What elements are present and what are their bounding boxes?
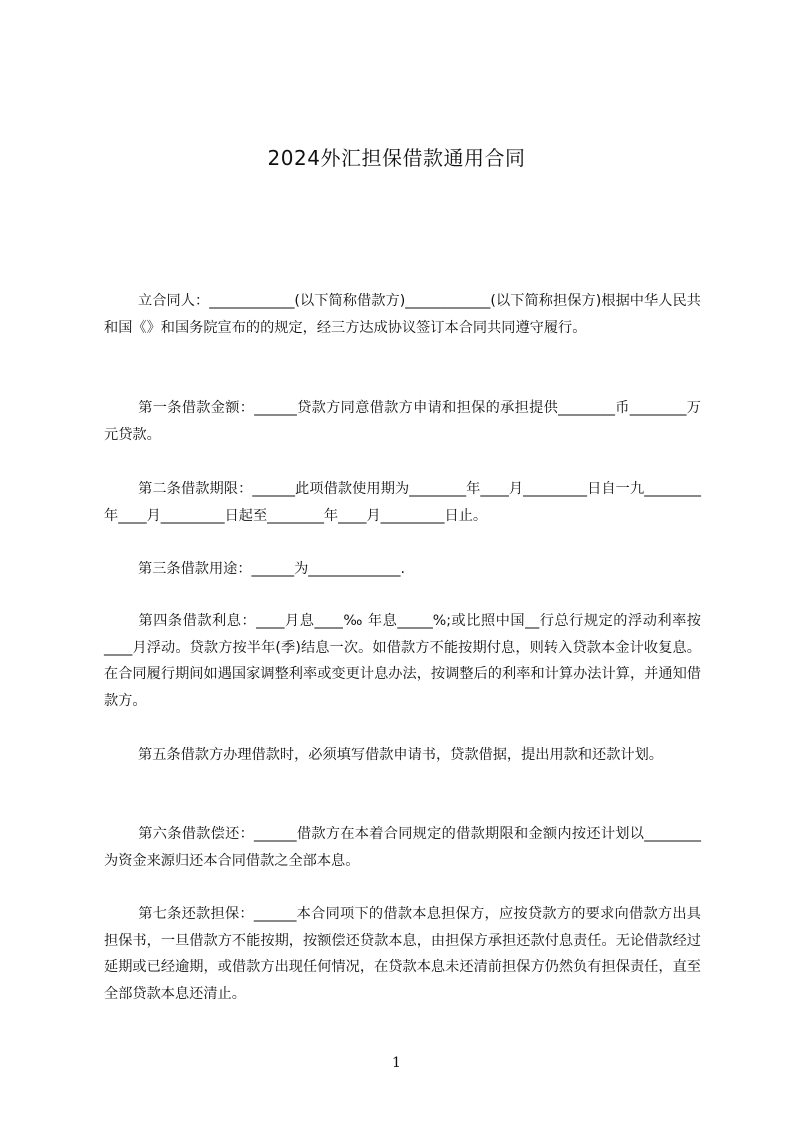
document-title: 2024外汇担保借款通用合同 — [267, 146, 526, 170]
paragraph-text: 第五条借款方办理借款时，必须填写借款申请书，贷款借据，提出用款和还款计划。 — [138, 747, 663, 763]
paragraph-article-4 — [104, 608, 701, 714]
paragraph-article-3 — [104, 556, 701, 583]
paragraph-article-1 — [104, 395, 701, 448]
paragraph-text: 第四条借款利息：____月息____‰ 年息_____%;或比照中国__行总行规定的浮动利率按____月浮动。贷款方按半年(季)结息一次。如借款方不能按期付息，则转入贷款本金计收复息。在合同履行期间如遇国家调整利率或变更计息办法，按调整后的利率和计算办法计算，并通知借款方。 — [104, 613, 701, 709]
paragraph-text: 立合同人：____________(以下简称借款方)____________(以下简称担保方)根据中华人民共和国《》和国务院宣布的的规定，经三方达成协议签订本合同共同遵守履行。 — [104, 293, 701, 336]
paragraph-article-5 — [104, 742, 701, 769]
page-number: 1 — [392, 1055, 401, 1071]
paragraph-text: 第六条借款偿还：______借款方在本着合同规定的借款期限和金额内按还计划以________为资金来源归还本合同借款之全部本息。 — [104, 826, 701, 869]
paragraph-article-7 — [104, 901, 701, 1007]
paragraph-text: 第二条借款期限：______此项借款使用期为________年____月_________日自一九________年____月_________日起至________年____月_________日止。 — [104, 481, 701, 524]
paragraph-text: 第三条借款用途：______为_____________. — [138, 561, 405, 577]
paragraph-article-2 — [104, 476, 701, 529]
paragraph-text: 第一条借款金额：______贷款方同意借款方申请和担保的承担提供________币________万元贷款。 — [104, 400, 701, 443]
paragraph-article-6 — [104, 821, 701, 874]
paragraph-parties — [104, 288, 701, 341]
paragraph-text: 第七条还款担保：______本合同项下的借款本息担保方，应按贷款方的要求向借款方出具担保书，一旦借款方不能按期，按额偿还贷款本息，由担保方承担还款付息责任。无论借款经过延期或已经逾期，或借款方出现任何情况，在贷款本息未还清前担保方仍然负有担保责任，直至全部贷款本息还清止。 — [104, 906, 701, 1002]
